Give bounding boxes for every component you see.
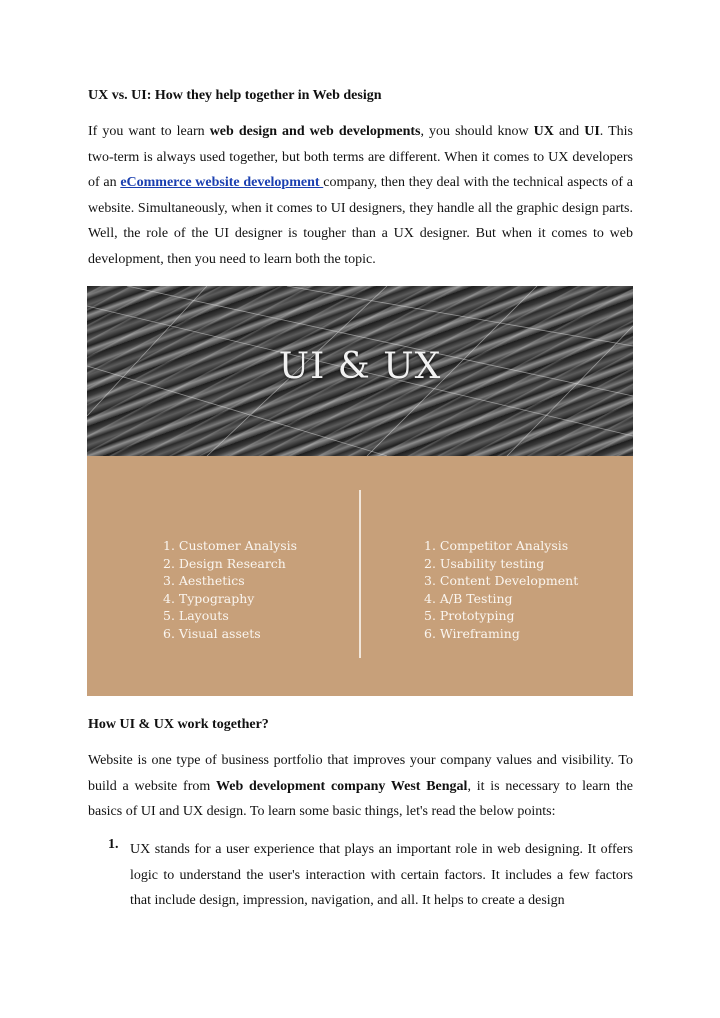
intro-paragraph — [88, 119, 633, 273]
ux-list — [424, 537, 578, 643]
banner-title: UI & UX — [278, 346, 442, 387]
banner-list-panel — [87, 456, 633, 696]
bold-run: Web development company West Bengal — [216, 778, 468, 794]
bold-run: UX — [533, 124, 554, 139]
ecommerce-link[interactable]: eCommerce website development — [120, 175, 324, 191]
bold-run: web design and web developments — [209, 124, 421, 139]
ux-list-item: 3. Content Development — [424, 573, 579, 589]
text-run: Website is one type of business portfolio that improves your company values and visibility. To build a website from — [88, 753, 633, 794]
website-paragraph — [88, 748, 633, 825]
ux-list-item: 4. A/B Testing — [424, 590, 513, 606]
text-run: and — [553, 124, 585, 139]
text-run: If you want to learn — [88, 124, 210, 139]
ui-list-item: 3. Aesthetics — [163, 573, 245, 589]
section-heading-how-work-together: How UI & UX work together? — [88, 717, 269, 732]
text-run: company, then they deal with the technical aspects of a website. Simultaneously, when it comes to UI designers, they handle all the graphic design parts. Well, the role of the UI designer is tougher than a UX designer. But when it comes to web development, then you need to learn both the topic. — [88, 175, 633, 267]
list-item-text: UX stands for a user experience that plays an important role in web designing. It offers logic to understand the user's interaction with certain factors. It includes a few factors that include design, impression, navigation, and all. It helps to create a design — [130, 842, 633, 909]
ui-list-item: 6. Visual assets — [163, 625, 261, 641]
ux-list-item: 1. Competitor Analysis — [424, 538, 569, 553]
ux-list-item: 6. Wireframing — [424, 625, 520, 641]
ui-list-item: 4. Typography — [163, 590, 255, 606]
bold-run: UI — [584, 124, 600, 139]
list-number: 1. — [108, 837, 119, 852]
ui-ux-banner-image — [87, 286, 633, 696]
ui-list-item: 1. Customer Analysis — [163, 538, 298, 553]
text-run: . This two-term is always used together, but both terms are different. When it comes to UX developers of an — [88, 124, 633, 191]
ui-list — [163, 537, 297, 643]
ux-list-item: 2. Usability testing — [424, 555, 545, 571]
section-heading-ux-vs-ui: UX vs. UI: How they help together in Web design — [88, 88, 382, 103]
ui-list-item: 2. Design Research — [163, 555, 286, 571]
ui-list-item: 5. Layouts — [163, 608, 229, 624]
banner-divider — [359, 490, 361, 658]
text-run: , you should know — [420, 124, 534, 139]
ux-list-item: 5. Prototyping — [424, 608, 515, 624]
text-run: , it is necessary to learn the basics of UI and UX design. To learn some basic things, let's read the below points: — [88, 778, 633, 820]
